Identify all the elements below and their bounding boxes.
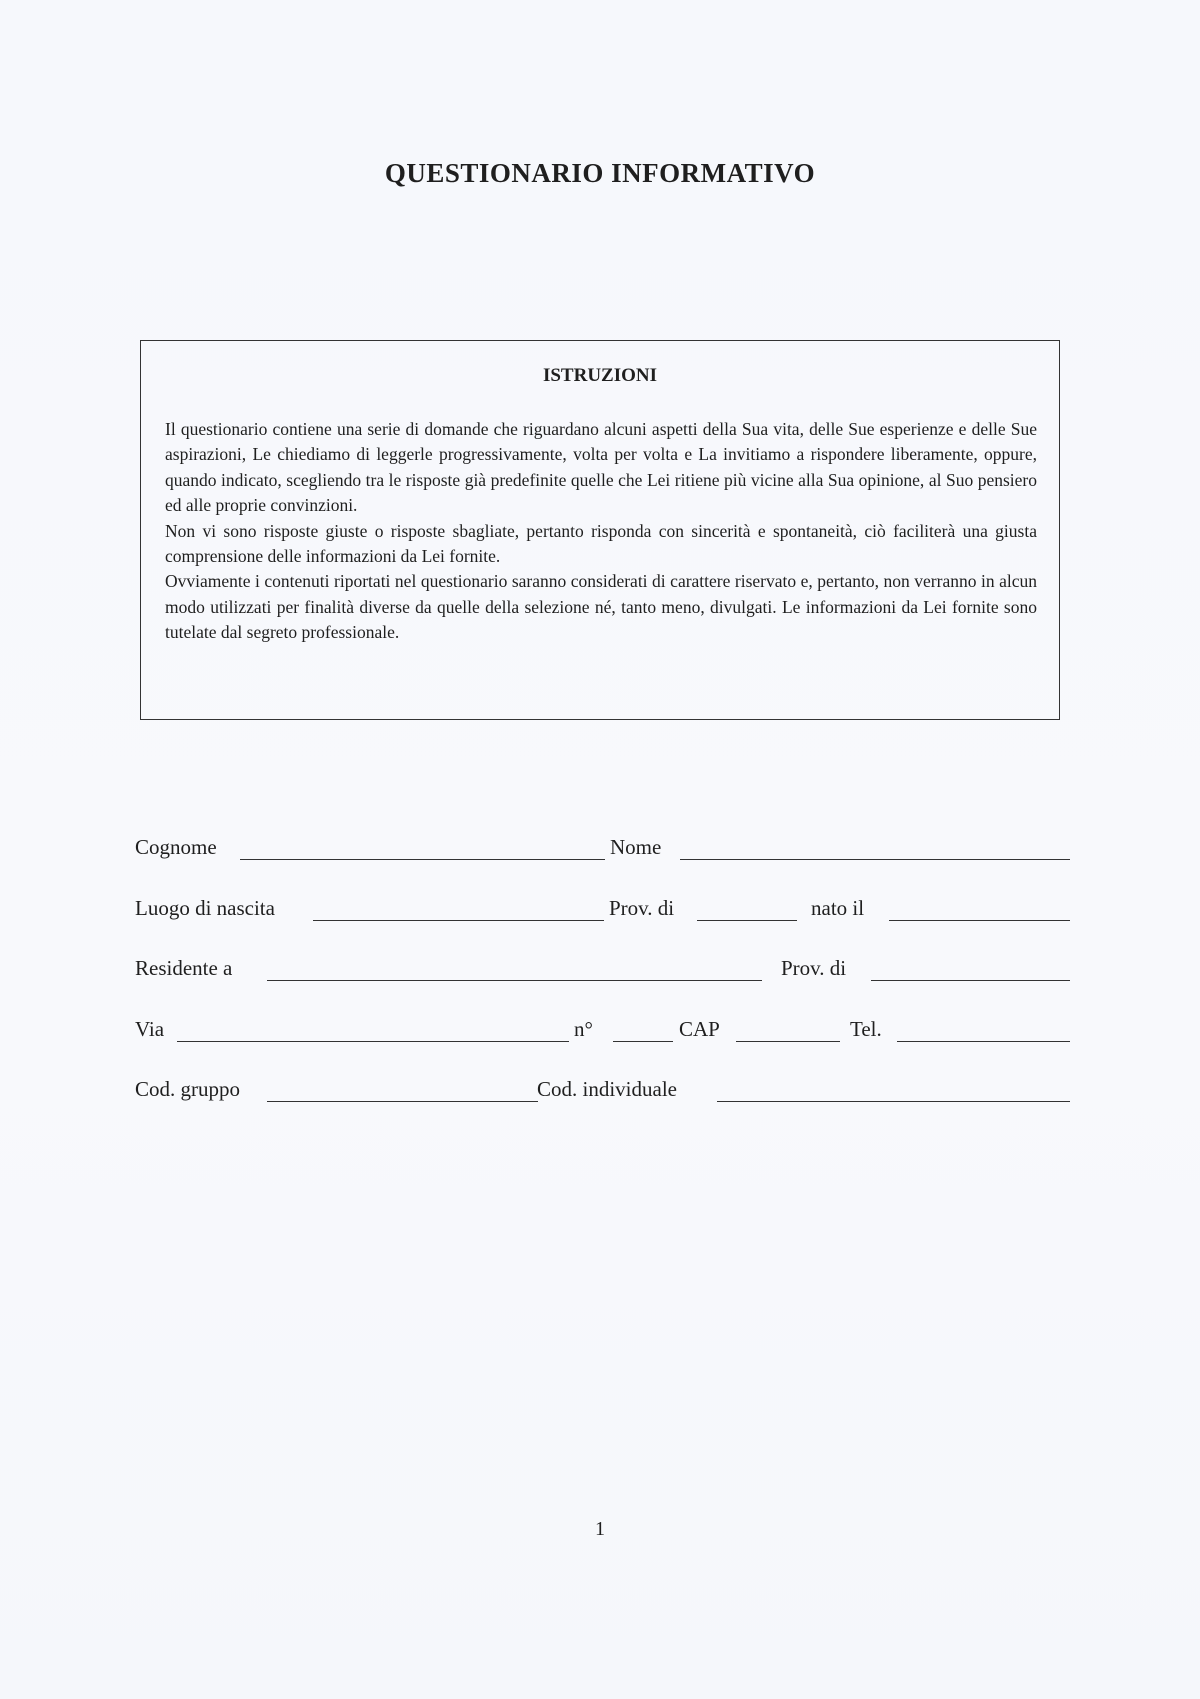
cap-label: CAP: [679, 1017, 720, 1041]
form-row-name: [135, 834, 1070, 864]
cod-gruppo-label: Cod. gruppo: [135, 1077, 240, 1101]
tel-field[interactable]: [897, 1041, 1070, 1042]
via-field[interactable]: [177, 1041, 569, 1042]
instructions-heading: ISTRUZIONI: [542, 365, 658, 386]
numero-label: n°: [574, 1017, 593, 1041]
cognome-field[interactable]: [240, 859, 605, 860]
instructions-paragraph: Ovviamente i contenuti riportati nel questionario saranno considerati di carattere riservato e, pertanto, non verranno in alcun modo utilizzati per finalità diverse da quelle della selezione né, tanto meno, divulgati. Le informazioni da Lei fornite sono tutelate dal segreto professionale.: [165, 571, 1037, 643]
via-label: Via: [135, 1017, 165, 1041]
instructions-paragraph: Il questionario contiene una serie di domande che riguardano alcuni aspetti della Sua vita, delle Sue esperienze e delle Sue aspirazioni, Le chiediamo di leggerle progressivamente, volta per volta e La invitiamo a rispondere liberamente, oppure, quando indicato, scegliendo tra le risposte già predefinite quelle che Lei ritiene più vicine alla Sua opinione, al Suo pensiero ed alle proprie convinzioni.: [165, 419, 1037, 516]
prov-residenza-label: Prov. di: [781, 956, 847, 980]
residente-field[interactable]: [267, 980, 762, 981]
prov-nascita-field[interactable]: [697, 920, 797, 921]
luogo-nascita-label: Luogo di nascita: [135, 896, 275, 920]
cognome-label: Cognome: [135, 835, 217, 859]
cod-individuale-field[interactable]: [717, 1101, 1070, 1102]
prov-nascita-label: Prov. di: [609, 896, 675, 920]
numero-field[interactable]: [613, 1041, 673, 1042]
form-row-codes: [135, 1076, 1070, 1106]
nato-il-field[interactable]: [889, 920, 1070, 921]
page-number: 1: [595, 1518, 605, 1540]
luogo-nascita-field[interactable]: [313, 920, 604, 921]
prov-residenza-field[interactable]: [871, 980, 1070, 981]
residente-label: Residente a: [135, 956, 233, 980]
document-title: QUESTIONARIO INFORMATIVO: [384, 158, 816, 188]
cap-field[interactable]: [736, 1041, 840, 1042]
instructions-paragraph: Non vi sono risposte giuste o risposte sbagliate, pertanto risponda con sincerità e spontaneità, ciò faciliterà una giusta comprensione delle informazioni da Lei fornite.: [165, 520, 1037, 567]
nome-label: Nome: [610, 835, 662, 859]
cod-gruppo-field[interactable]: [267, 1101, 538, 1102]
form-row-address: [135, 1016, 1070, 1046]
instructions-text: [165, 417, 1037, 646]
nato-il-label: nato il: [811, 896, 865, 920]
instructions-box: [140, 340, 1060, 720]
form-row-residence: [135, 955, 1070, 985]
form-row-birth: [135, 895, 1070, 925]
nome-field[interactable]: [680, 859, 1070, 860]
tel-label: Tel.: [850, 1017, 882, 1041]
cod-individuale-label: Cod. individuale: [537, 1077, 677, 1101]
